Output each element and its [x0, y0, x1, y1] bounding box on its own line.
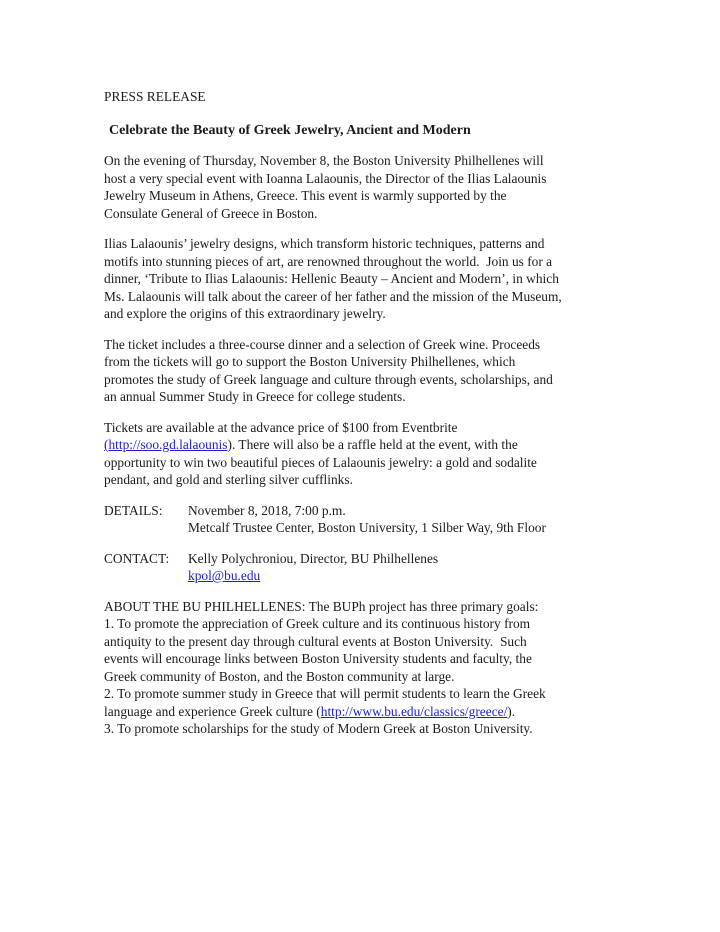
paragraph-intro	[104, 152, 634, 222]
text-line: Tickets are available at the advance price of $100 from Eventbrite	[104, 419, 458, 435]
text-line: pendant, and gold and sterling silver cufflinks.	[104, 472, 353, 487]
text-line: language and experience Greek culture (http://www.bu.edu/classics/greece/).	[104, 703, 516, 719]
text-line: host a very special event with Ioanna Lalaounis, the Director of the Ilias Lalaounis	[104, 170, 547, 186]
details-row	[104, 502, 634, 537]
text-line: November 8, 2018, 7:00 p.m.	[188, 502, 346, 518]
details-value	[188, 502, 546, 537]
details-label: DETAILS:	[104, 502, 163, 518]
text-line: Metcalf Trustee Center, Boston University, 1 Silber Way, 9th Floor	[188, 520, 546, 535]
text-line: 2. To promote summer study in Greece that will permit students to learn the Greek	[104, 686, 546, 701]
document-title: Celebrate the Beauty of Greek Jewelry, Ancient and Modern	[109, 122, 471, 138]
press-release-kicker: PRESS RELEASE	[104, 89, 206, 104]
text-line	[188, 567, 438, 585]
text-line: dinner, ‘Tribute to Ilias Lalaounis: Hellenic Beauty – Ancient and Modern’, in which	[104, 271, 559, 286]
text-line: events will encourage links between Boston University students and faculty, the	[104, 651, 532, 666]
text-line: opportunity to win two beautiful pieces of Lalaounis jewelry: a gold and sodalite	[104, 454, 537, 470]
text-line: The ticket includes a three-course dinner and a selection of Greek wine. Proceeds	[104, 336, 541, 352]
text-line: motifs into stunning pieces of art, are renowned throughout the world. Join us for a	[104, 253, 553, 269]
text-line: from the tickets will go to support the Boston University Philhellenes, which	[104, 354, 516, 369]
text-line: promotes the study of Greek language and culture through events, scholarships, and	[104, 371, 553, 387]
contact-row	[104, 550, 634, 585]
paragraph-ticket-purchase	[104, 419, 634, 489]
bu-classics-greece-link[interactable]: http://www.bu.edu/classics/greece/	[320, 703, 508, 719]
text-line: On the evening of Thursday, November 8, the Boston University Philhellenes will	[104, 153, 544, 168]
text-line: 3. To promote scholarships for the study of Modern Greek at Boston University.	[104, 721, 533, 736]
eventbrite-tickets-link[interactable]: (http://soo.gd.lalaounis	[104, 437, 228, 452]
text-line: Kelly Polychroniou, Director, BU Philhellenes	[188, 550, 439, 566]
text-line: (http://soo.gd.lalaounis). There will also be a raffle held at the event, with the	[104, 437, 518, 452]
contact-label: CONTACT:	[104, 550, 170, 566]
text-line: Ms. Lalaounis will talk about the career of her father and the mission of the Museum,	[104, 288, 562, 304]
text-line: Greek community of Boston, and the Boston community at large.	[104, 668, 455, 684]
text-line: Consulate General of Greece in Boston.	[104, 205, 318, 221]
text-line: Ilias Lalaounis’ jewelry designs, which transform historic techniques, patterns and	[104, 236, 545, 251]
paragraph-ticket-info	[104, 336, 634, 406]
text-line: an annual Summer Study in Greece for college students.	[104, 389, 406, 404]
contact-value	[188, 550, 438, 585]
paragraph-jewelry-designs	[104, 235, 634, 323]
text-line: Jewelry Museum in Athens, Greece. This event is warmly supported by the	[104, 188, 507, 203]
text-line: ABOUT THE BU PHILHELLENES: The BUPh project has three primary goals:	[104, 598, 539, 614]
document-content	[104, 88, 634, 751]
text-line: 1. To promote the appreciation of Greek culture and its continuous history from	[104, 616, 531, 631]
contact-email-link[interactable]: kpol@bu.edu	[188, 568, 261, 583]
about-section	[104, 598, 634, 738]
text-line: and explore the origins of this extraordinary jewelry.	[104, 306, 386, 321]
text-line: antiquity to the present day through cultural events at Boston University. Such	[104, 633, 527, 649]
